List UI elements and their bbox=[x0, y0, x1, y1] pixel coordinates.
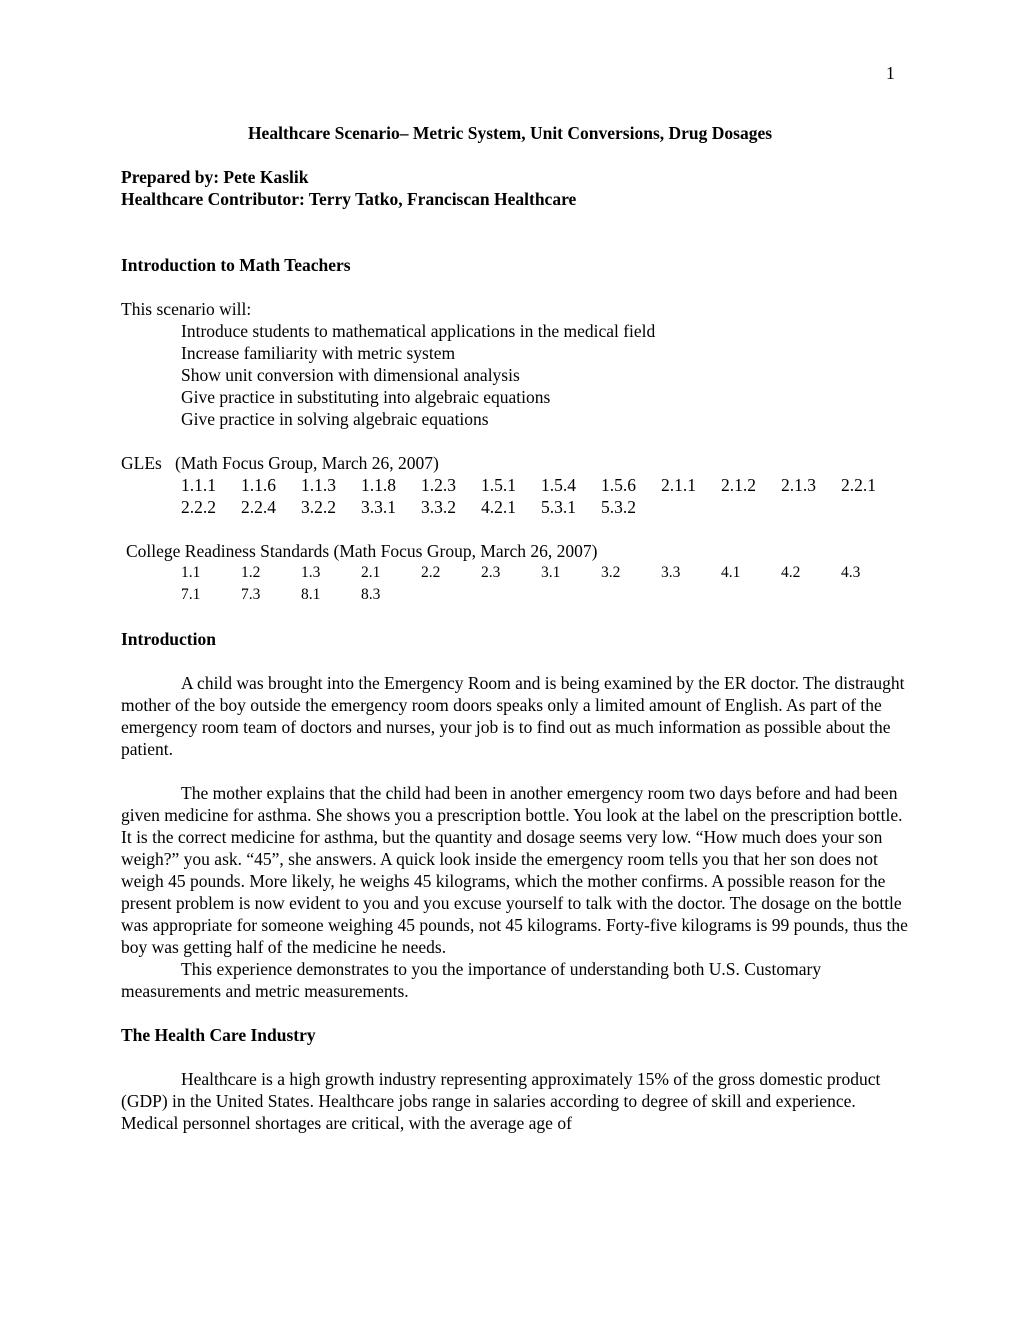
scenario-lead: This scenario will: bbox=[121, 299, 252, 319]
crs-row-2 bbox=[121, 584, 911, 606]
gles-row-1 bbox=[121, 474, 911, 496]
gle-code: 2.1.2 bbox=[721, 475, 756, 495]
gle-code: 1.5.1 bbox=[481, 475, 516, 495]
gle-code: 1.1.1 bbox=[181, 475, 216, 495]
prepared-by: Prepared by: Pete Kaslik bbox=[121, 167, 309, 187]
intro-paragraph-1: A child was brought into the Emergency Room and is being examined by the ER doctor. The distraught mother of the boy outside the emergency room doors speaks only a limited amount of English. As part of the emergency room team of doctors and nurses, your job is to find out as much information as possible about the patient. bbox=[121, 673, 905, 759]
gles-heading: GLEs (Math Focus Group, March 26, 2007) bbox=[121, 453, 439, 473]
gle-code: 1.5.6 bbox=[601, 475, 636, 495]
crs-code: 7.3 bbox=[241, 586, 261, 603]
gle-code: 2.1.1 bbox=[661, 475, 696, 495]
gle-code: 5.3.2 bbox=[601, 497, 636, 517]
crs-code: 7.1 bbox=[181, 586, 201, 603]
industry-paragraph-1: Healthcare is a high growth industry representing approximately 15% of the gross domestic product (GDP) in the United States. Healthcare jobs range in salaries according to degree of skill and experience. Medical personnel shortages are critical, with the average age of bbox=[121, 1069, 881, 1133]
crs-heading: College Readiness Standards (Math Focus Group, March 26, 2007) bbox=[126, 541, 598, 561]
crs-code: 1.1 bbox=[181, 564, 201, 581]
list-item: Introduce students to mathematical applications in the medical field bbox=[181, 321, 656, 341]
list-item: Show unit conversion with dimensional analysis bbox=[181, 365, 520, 385]
page-number: 1 bbox=[886, 63, 895, 83]
gle-code: 1.5.4 bbox=[541, 475, 576, 495]
gle-code: 2.2.1 bbox=[841, 475, 876, 495]
crs-code: 1.2 bbox=[241, 564, 261, 581]
crs-code: 3.2 bbox=[601, 564, 621, 581]
gle-code: 5.3.1 bbox=[541, 497, 576, 517]
document-title: Healthcare Scenario– Metric System, Unit Conversions, Drug Dosages bbox=[247, 123, 773, 143]
intro-paragraph-2: The mother explains that the child had been in another emergency room two days before and had been given medicine for asthma. She shows you a prescription bottle. You look at the label on the prescription bottle. It is the correct medicine for asthma, but the quantity and dosage seems very low. “How much does your son weigh?” you ask. “45”, she answers. A quick look inside the emergency room tells you that her son does not weigh 45 pounds. More likely, he weighs 45 kilograms, which the mother confirms. A possible reason for the present problem is now evident to you and you excuse yourself to talk with the doctor. The dosage on the bottle was appropriate for someone weighing 45 pounds, not 45 kilograms. Forty-five kilograms is 99 pounds, thus the boy was getting half of the medicine he needs. bbox=[121, 783, 908, 957]
intro-paragraph-3: This experience demonstrates to you the importance of understanding both U.S. Customary measurements and metric measurements. bbox=[121, 959, 822, 1001]
list-item: Increase familiarity with metric system bbox=[181, 343, 456, 363]
gle-code: 4.2.1 bbox=[481, 497, 516, 517]
gle-code: 1.1.6 bbox=[241, 475, 276, 495]
crs-code: 4.2 bbox=[781, 564, 801, 581]
gle-code: 3.3.1 bbox=[361, 497, 396, 517]
crs-code: 2.2 bbox=[421, 564, 441, 581]
gle-code: 1.2.3 bbox=[421, 475, 456, 495]
gles-row-2 bbox=[121, 496, 911, 518]
crs-row-1 bbox=[121, 562, 911, 584]
gle-code: 2.2.4 bbox=[241, 497, 276, 517]
crs-code: 3.1 bbox=[541, 564, 561, 581]
crs-code: 4.1 bbox=[721, 564, 741, 581]
crs-code: 2.3 bbox=[481, 564, 501, 581]
crs-code: 4.3 bbox=[841, 564, 861, 581]
gle-code: 1.1.8 bbox=[361, 475, 396, 495]
list-item: Give practice in solving algebraic equations bbox=[181, 409, 489, 429]
crs-code: 3.3 bbox=[661, 564, 681, 581]
healthcare-contributor: Healthcare Contributor: Terry Tatko, Franciscan Healthcare bbox=[121, 189, 577, 209]
gle-code: 3.3.2 bbox=[421, 497, 456, 517]
crs-code: 8.3 bbox=[361, 586, 381, 603]
list-item: Give practice in substituting into algebraic equations bbox=[181, 387, 551, 407]
gle-code: 2.1.3 bbox=[781, 475, 816, 495]
gle-code: 2.2.2 bbox=[181, 497, 216, 517]
crs-code: 1.3 bbox=[301, 564, 321, 581]
gle-code: 3.2.2 bbox=[301, 497, 336, 517]
intro-teachers-heading: Introduction to Math Teachers bbox=[121, 255, 351, 275]
document-body bbox=[121, 166, 911, 1134]
scenario-list bbox=[121, 320, 911, 430]
crs-code: 2.1 bbox=[361, 564, 381, 581]
gle-code: 1.1.3 bbox=[301, 475, 336, 495]
introduction-heading: Introduction bbox=[121, 629, 216, 649]
crs-code: 8.1 bbox=[301, 586, 321, 603]
industry-heading: The Health Care Industry bbox=[121, 1025, 316, 1045]
